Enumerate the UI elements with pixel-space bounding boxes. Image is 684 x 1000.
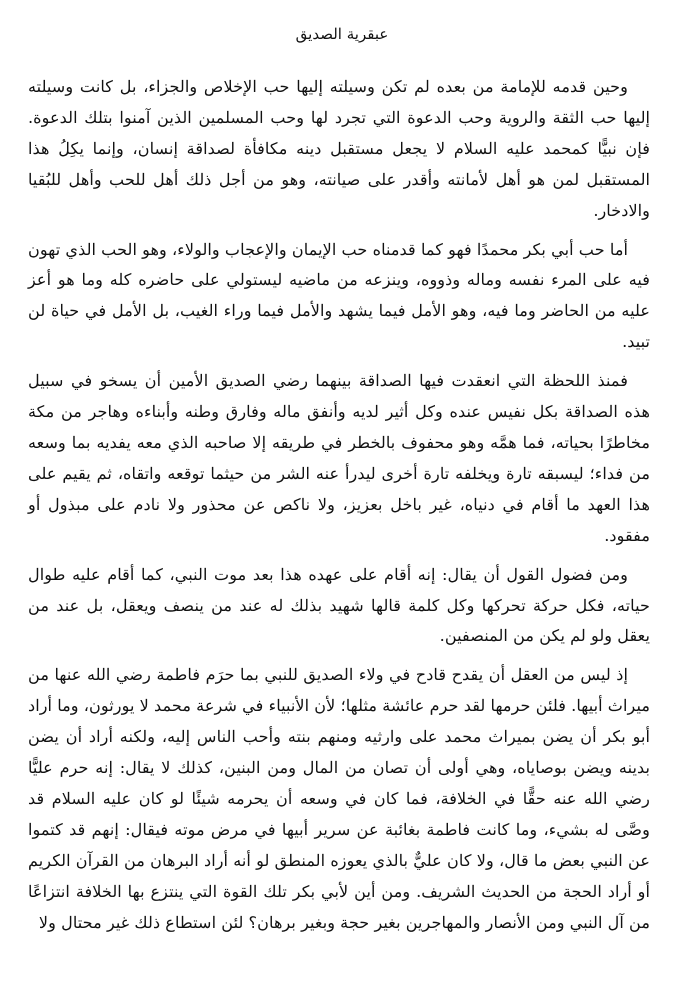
paragraph-3: فمنذ اللحظة التي انعقدت فيها الصداقة بينهما رضي الصديق الأمين أن يسخو في سبيل هذه الصداقة بكل نفيس عنده وكل أثير لديه وأنفق ماله وفارق وطنه وأبناءه وهاجر من مكة مخاطرًا بحياته، فما همَّه وهو محفوف بالخطر في طريقه إلا صاحبه الذي معه يفديه بما وسعه من فداء؛ ليسبقه تارة ويخلفه تارة أخرى ليدرأ عنه الشر من حيثما توقعه واتقاه، ثم يقيم على هذا العهد ما أقام في دنياه، غير باخل بعزيز، ولا ناكص عن محذور ولا نادم على مبذول أو مفقود.: [28, 371, 650, 545]
paragraph-2: أما حب أبي بكر محمدًا فهو كما قدمناه حب الإيمان والإعجاب والولاء، وهو الحب الذي تهون فيه على المرء نفسه وماله وذووه، وينزعه من ماضيه ليستولي على حاضره كله وما هو أعز عليه من الحاضر وما فيه، وهو الأمل فيما يشهد والأمل فيما وراء الغيب، بل الأمل في حياة لن تبيد.: [28, 239, 650, 352]
paragraph-1: وحين قدمه للإمامة من بعده لم تكن وسيلته إليها حب الإخلاص والجزاء، بل كانت وسيلته إليها حب الثقة والروية وحب الدعوة التي تجرد لها وحب المسلمين الذين آمنوا بتلك الدعوة. فإن نبيًّا كمحمد عليه السلام لا يجعل مستقبل دينه مكافأة لصداقة إنسان، وإنما يكِلُ هذا المستقبل لمن هو أهل لأمانته وأقدر على صيانته، وهو من أجل ذلك أهل للحب وأهل للبُقيا والادخار.: [28, 77, 650, 220]
body-text: [28, 72, 650, 938]
running-header-title: عبقرية الصديق: [295, 25, 389, 43]
paragraph-5: إذ ليس من العقل أن يقدح قادح في ولاء الصديق للنبي بما حرَم فاطمة رضي الله عنها من ميراث أبيها. فلئن حرمها لقد حرم عائشة مثلها؛ لأن الأنبياء في شرعة محمد لا يورثون، وما أراد أبو بكر أن يضن بميراث محمد على وارثيه ومنهم بنته وأحب الناس إليه، ولكنه أراد أن يضن بدينه ويضن بوصاياه، وهي أولى أن تصان من المال ومن البنين، كذلك لا يقال: إنه حرم عليًّا رضي الله عنه حقًّا في الخلافة، فما كان في وسعه أن يحرمه شيئًا لو كان عليه السلام قد وصَّى له بشيء، وما كانت فاطمة بغائبة عن سرير أبيها في مرض موته فيقال: إنهم قد كتموا عن النبي بعض ما قال، ولا كان عليٌّ بالذي يعوزه المنطق لو أنه أراد البرهان من القرآن الكريم أو أراد الحجة من الحديث الشريف. ومن أين لأبي بكر تلك القوة التي ينتزع بها الخلافة انتزاعًا من آل النبي ومن الأنصار والمهاجرين بغير حجة وبغير برهان؟ لئن استطاع ذلك غير محتال ولا: [28, 665, 650, 932]
paragraph-4: ومن فضول القول أن يقال: إنه أقام على عهده هذا بعد موت النبي، كما أقام عليه طوال حياته، فكل حركة تحركها وكل كلمة قالها شهيد بذلك له عند من ينصف ويعقل، بل عند من يعقل ولو لم يكن من المنصفين.: [28, 564, 650, 646]
